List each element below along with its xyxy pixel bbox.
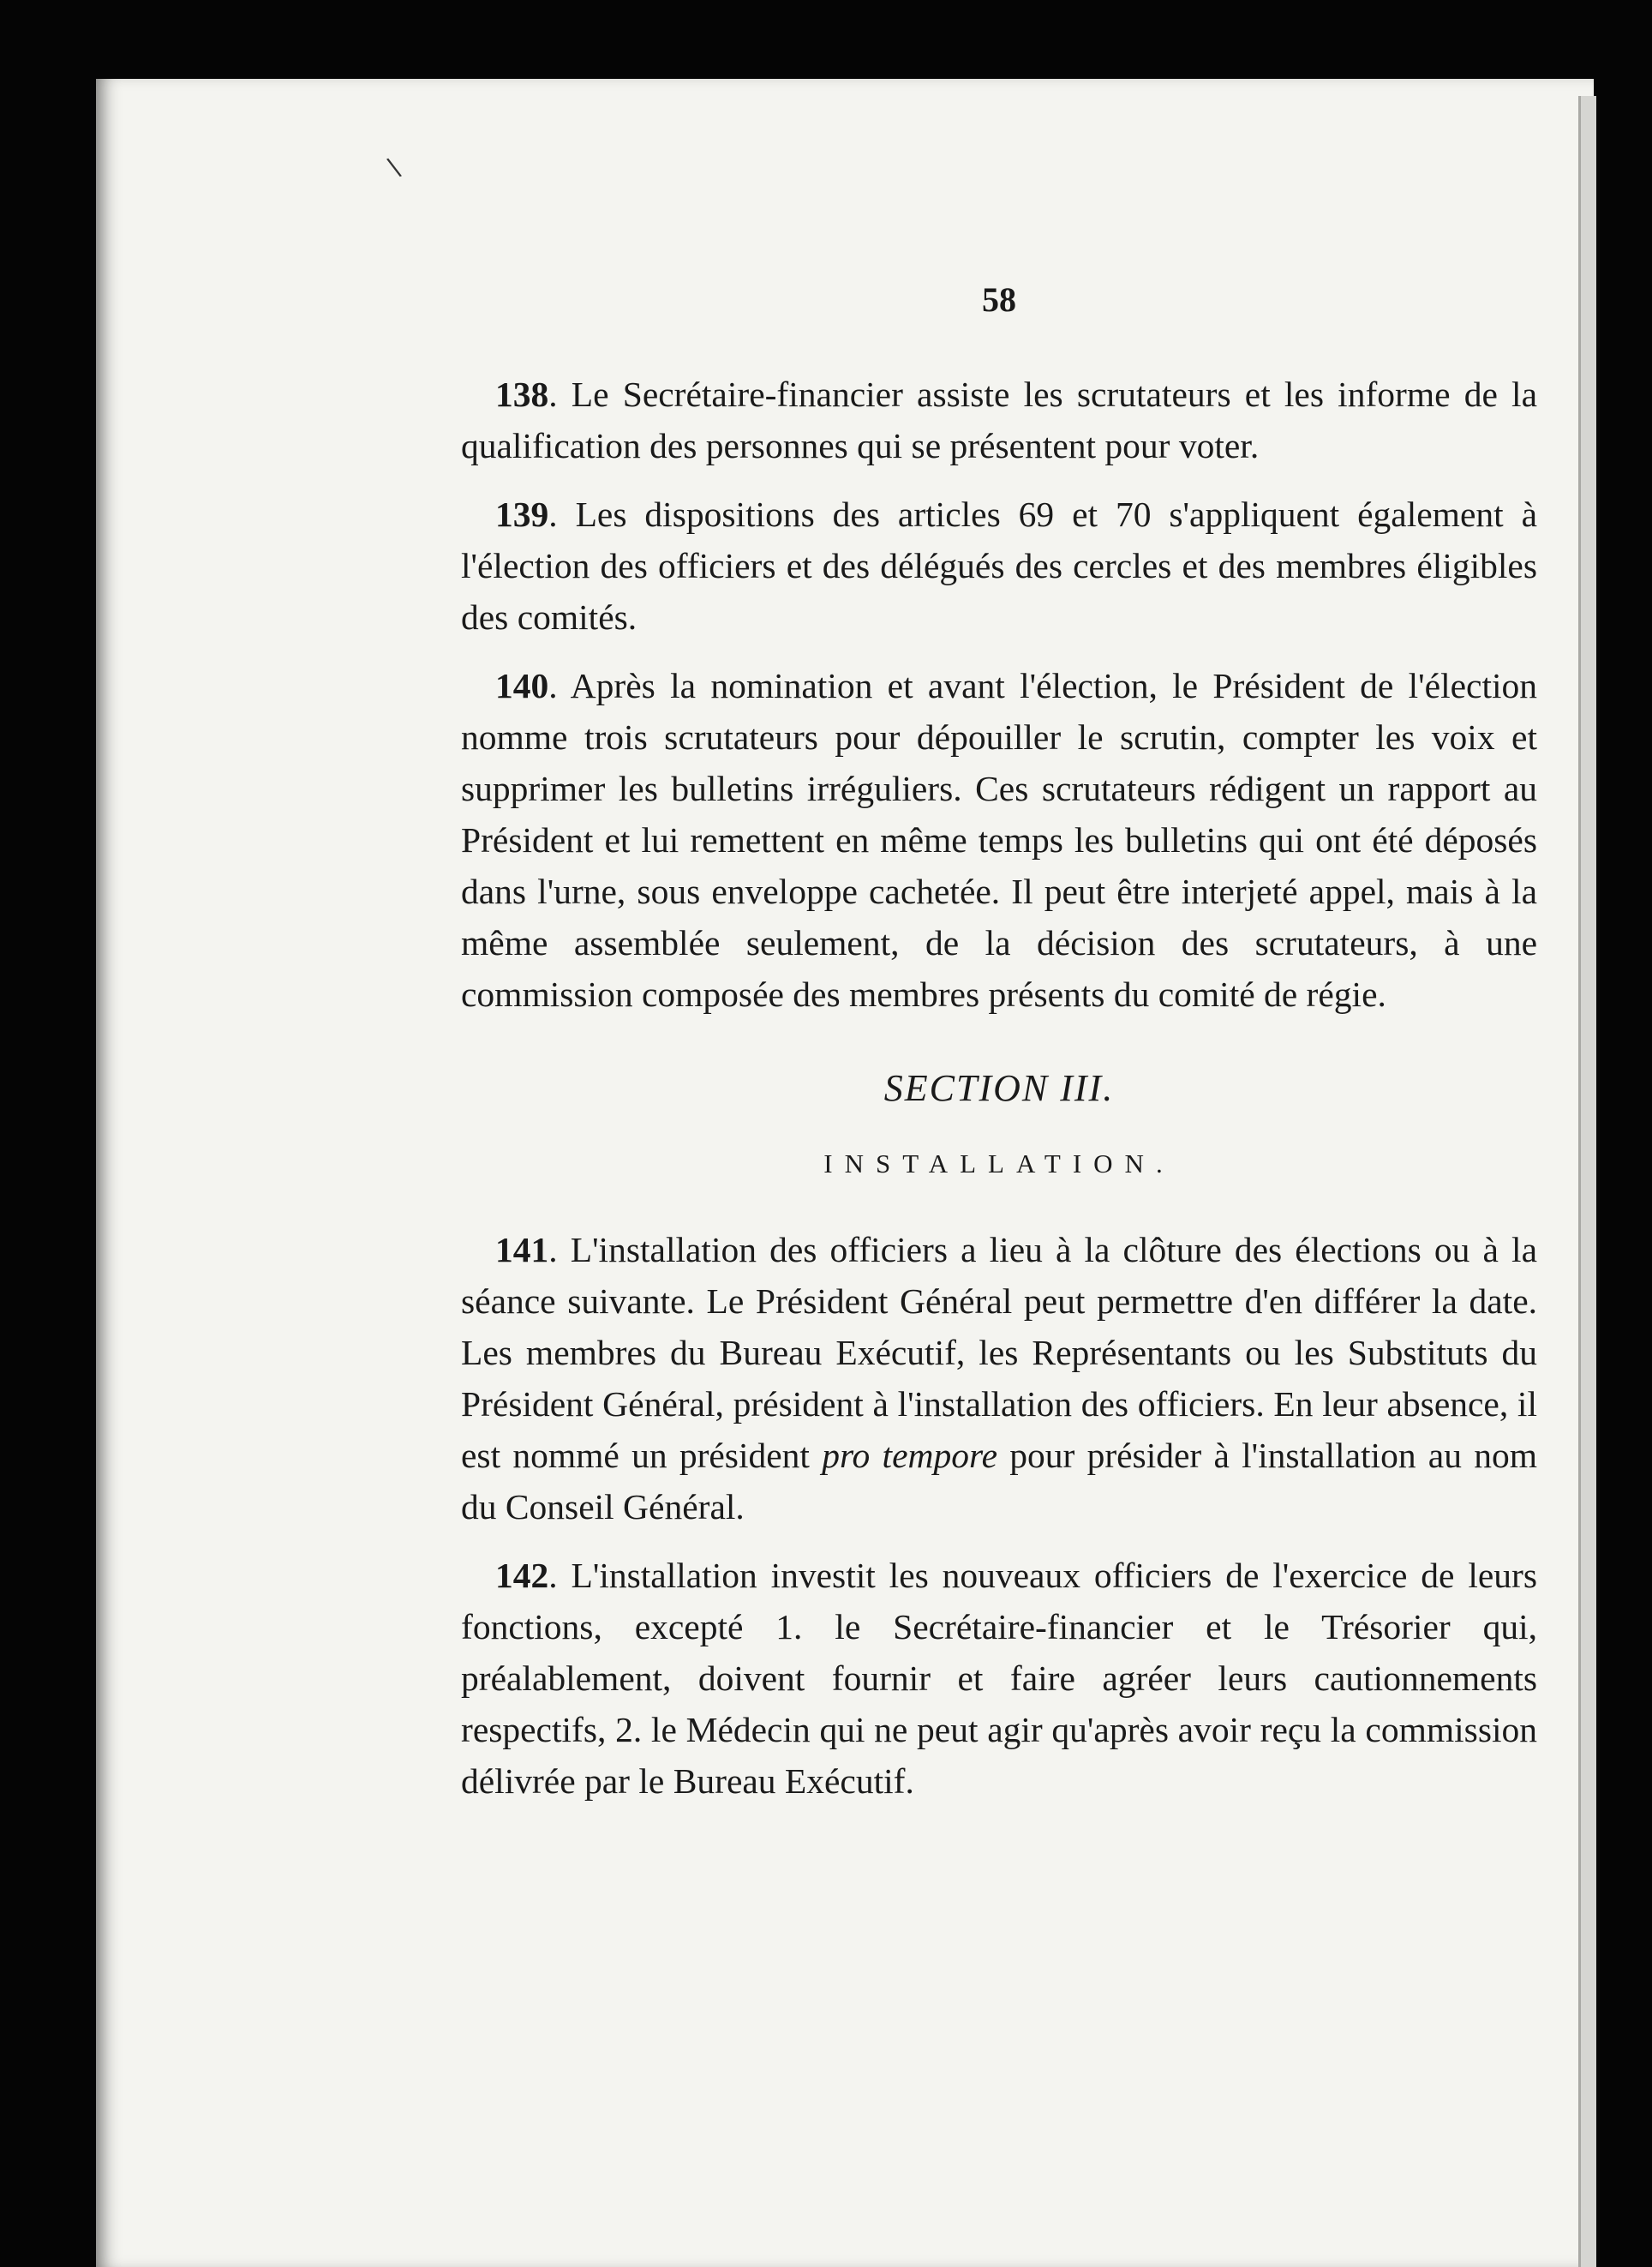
text-block: [461, 280, 1538, 1824]
article-number: 141: [495, 1230, 549, 1269]
section-heading: SECTION III.: [883, 1067, 1115, 1109]
article-text: Le Secrétaire-financier assiste les scrutateurs et les informe de la qualification des personnes qui se présentent pour voter.: [461, 375, 1537, 465]
article-text: L'installation investit les nouveaux officiers de l'exercice de leurs fonctions, excepté 1. le Secrétaire-financier et le Trésorier qui, préalablement, doivent fournir et faire agréer leurs cautionnements respectifs, 2. le Médecin qui ne peut agir qu'après avoir reçu la commission délivrée par le Bureau Exécutif.: [461, 1556, 1538, 1801]
article-text: L'installation des officiers a lieu à la clôture des élections ou à la séance suivante. Le Président Général peut permettre d'en différer la date. Les membres du Bureau Exécutif, les Représentants ou les Substituts du Président Général, président à l'installation des officiers. En leur absence, il est nommé un président: [461, 1230, 1537, 1475]
article-text: Après la nomination et avant l'élection, le Président de l'élection nomme trois scrutateurs pour dépouiller le scrutin, compter les voix et supprimer les bulletins irréguliers. Ces scrutateurs rédigent un rapport au Président et lui remettent en même temps les bulletins qui ont été déposés dans l'urne, sous enveloppe cachetée. Il peut être interjeté appel, mais à la même assemblée seulement, de la décision des scrutateurs, à une commission composée des membres présents du comité de régie.: [461, 666, 1538, 1014]
article-number: 142: [495, 1556, 549, 1595]
article-number: 140: [495, 666, 549, 705]
article-number: 139: [495, 495, 549, 534]
page-edge: [1578, 96, 1596, 2267]
section-subtitle: INSTALLATION.: [823, 1148, 1175, 1178]
article-text: Les dispositions des articles 69 et 70 s'appliquent également à l'élection des officiers et des délégués des cercles et des membres éligibles des comités.: [461, 495, 1538, 637]
article-141: 141. L'installation des officiers a lieu à la clôture des élections ou à la séance suivante. Le Président Général peut permettre d'en différer la date. Les membres du Bureau Exécutif, les Représentants ou les Substituts du Président Général, président à l'installation des officiers. En leur absence, il est nommé un président pro tempore pour présider à l'installation au nom du Conseil Général.: [461, 1230, 1538, 1526]
article-140: 140. Après la nomination et avant l'élection, le Président de l'élection nomme trois scrutateurs pour dépouiller le scrutin, compter les voix et supprimer les bulletins irréguliers. Ces scrutateurs rédigent un rapport au Président et lui remettent en même temps les bulletins qui ont été déposés dans l'urne, sous enveloppe cachetée. Il peut être interjeté appel, mais à la même assemblée seulement, de la décision des scrutateurs, à une commission composée des membres présents du comité de régie.: [461, 666, 1538, 1014]
article-139: 139. Les dispositions des articles 69 et 70 s'appliquent également à l'élection des officiers et des délégués des cercles et des membres éligibles des comités.: [461, 495, 1538, 637]
article-138: 138. Le Secrétaire-financier assiste les scrutateurs et les informe de la qualification des personnes qui se présentent pour voter.: [461, 375, 1537, 465]
page-number: 58: [982, 280, 1016, 319]
article-text-italic: pro tempore: [822, 1436, 997, 1475]
article-142: 142. L'installation investit les nouveaux officiers de l'exercice de leurs fonctions, excepté 1. le Secrétaire-financier et le Trésorier qui, préalablement, doivent fournir et faire agréer leurs cautionnements respectifs, 2. le Médecin qui ne peut agir qu'après avoir reçu la commission délivrée par le Bureau Exécutif.: [461, 1556, 1538, 1801]
article-text: pour présider à l'installation au nom du Conseil Général.: [461, 1436, 1538, 1526]
article-number: 138: [495, 375, 549, 414]
scan-artifact-mark: \: [385, 152, 404, 183]
